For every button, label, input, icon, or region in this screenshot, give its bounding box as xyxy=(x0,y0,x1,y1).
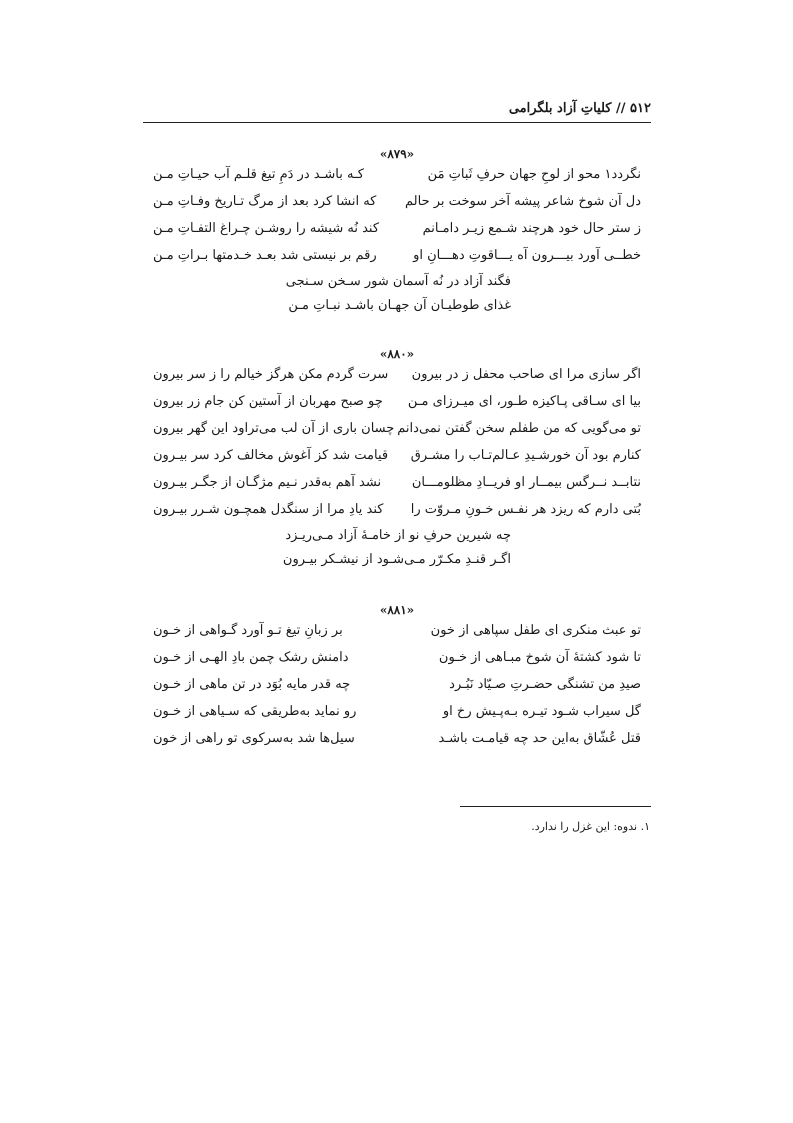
hemistich-second: که انشا کرد بعد از مرگ تـاریخ وفـاتِ مـن xyxy=(153,194,377,209)
hemistich-first: صیدِ من تشنگی حضـرتِ صـیّاد نَبُـرد xyxy=(449,677,641,692)
hemistich-second: چه قدر مایه بُوَد در تن ماهی از خـون xyxy=(153,677,351,692)
bayt xyxy=(143,700,651,727)
hemistich-second: سیل‌ها شد به‌سرکوی تو راهی از خون xyxy=(153,731,355,746)
footnote-rule xyxy=(460,806,651,807)
maqta-line xyxy=(143,295,651,319)
hemistich-first: ز ستر حال خود هرچند شـمع زیـر دامـانم xyxy=(422,221,641,236)
footnote: ۱. ندوه: این غزل را ندارد. xyxy=(531,820,650,833)
hemistich-first: گل سیراب شـود تیـره بـه‌پـیش رخ او xyxy=(442,704,641,719)
hemistich-second: کند نُه شیشه را روشـن چـراغ التفـاتِ مـن xyxy=(153,221,380,236)
hemistich-first: بُتی دارم که ریزد هر نفـس خـونِ مـروّت را xyxy=(410,502,641,517)
hemistich-second: چو صبح مهربان از آستین کن جام زر بیرون xyxy=(153,394,383,409)
maqta-first: فگند آزاد در نُه آسمان شور سـخن سـنجی xyxy=(285,274,511,289)
hemistich-second: دامنش رشک چمن بادِ الهـی از خـون xyxy=(153,650,349,665)
ghazal-number: «۸۸۰» xyxy=(379,347,415,361)
maqta-second: غذای طوطیـان آن جهـان باشـد نبـاتِ مـن xyxy=(288,298,511,313)
maqta-line xyxy=(143,271,651,295)
hemistich-first: تو عبث منکری ای طفل سپاهی از خون xyxy=(430,623,641,638)
header-rule xyxy=(143,122,651,123)
hemistich-second: رقم بر نیستی شد بعـد خـدمتها بـراتِ مـن xyxy=(153,248,377,263)
bayt xyxy=(143,244,651,271)
hemistich-first: تا شود کشتهٔ آن شوخ مبـاهی از خـون xyxy=(438,650,641,665)
hemistich-second: بر زبانِ تیغ تـو آورد گـواهی از خـون xyxy=(153,623,343,638)
maqta-second: اگـر قنـدِ مکـرّر مـی‌شـود از نیشـکر بیـرون xyxy=(282,552,511,567)
bayt xyxy=(143,217,651,244)
ghazal-number: «۸۸۱» xyxy=(379,603,415,617)
bayt xyxy=(143,417,651,444)
header-text: ۵۱۲ // کلیاتِ آزاد بلگرامی xyxy=(508,101,651,116)
ghazal-881 xyxy=(143,601,651,754)
hemistich-second: کـه باشـد در دَمِ تیغ قلـم آب حیـاتِ مـن xyxy=(153,167,364,182)
hemistich-first: دل آن شوخ شاعر پیشه آخر سوخت بر حالم xyxy=(405,194,641,209)
hemistich-second: سرت گردم مکن هرگز خیالم را ز سر بیرون xyxy=(153,367,389,382)
running-header xyxy=(143,98,651,122)
bayt xyxy=(143,673,651,700)
bayt xyxy=(143,363,651,390)
bayt xyxy=(143,163,651,190)
hemistich-second: کند یادِ مرا از سنگدل همچـون شـرر بیـرون xyxy=(153,502,384,517)
bayt xyxy=(143,619,651,646)
hemistich-first: خطــی آورد بیـــرون آه یـــاقوتِ دهـــانِ او xyxy=(413,248,641,263)
bayt xyxy=(143,646,651,673)
bayt xyxy=(143,444,651,471)
hemistich-second: نشد آهم به‌قدر نـیم مژگـان از جگـر بیـرون xyxy=(153,475,382,490)
ghazal-880 xyxy=(143,345,651,573)
hemistich-first: نگردد۱ محو از لوحِ جهان حرفِ ثَباتِ مَن xyxy=(427,167,641,182)
hemistich-first: اگر سازی مرا ای صاحب محفل ز در بیرون xyxy=(411,367,641,382)
hemistich-first: نتابــد نــرگس بیمــار او فریــادِ مظلومـــان xyxy=(411,475,641,490)
bayt xyxy=(143,471,651,498)
bayt xyxy=(143,727,651,754)
maqta-first: چه شیرین حرفِ نو از خامـهٔ آزاد مـی‌ریـزد xyxy=(285,528,511,543)
bayt xyxy=(143,390,651,417)
ghazal-879 xyxy=(143,145,651,319)
hemistich-first: بیا ای سـاقی پـاکیزه طـور، ای میـرزای مـن xyxy=(407,394,641,409)
ghazal-number: «۸۷۹» xyxy=(379,147,415,161)
hemistich-second: رو نماید به‌طریقی که سـیاهی از خـون xyxy=(153,704,357,719)
hemistich-first: قتل عُشّاق به‌این حد چه قیامـت باشـد xyxy=(438,731,641,746)
hemistich-first: تو می‌گویی که من طفلم سخن گفتن نمی‌دانم xyxy=(397,421,641,436)
maqta-line xyxy=(143,525,651,549)
hemistich-second: قیامت شد کز آغوش مخالف کرد سر بیـرون xyxy=(153,448,389,463)
hemistich-first: کنارم بود آن خورشـیدِ عـالم‌تـاب را مشـرق xyxy=(410,448,641,463)
maqta-line xyxy=(143,549,651,573)
hemistich-second: چسان باری از آن لب می‌تراود این گهر بیرون xyxy=(153,421,395,436)
bayt xyxy=(143,190,651,217)
bayt xyxy=(143,498,651,525)
